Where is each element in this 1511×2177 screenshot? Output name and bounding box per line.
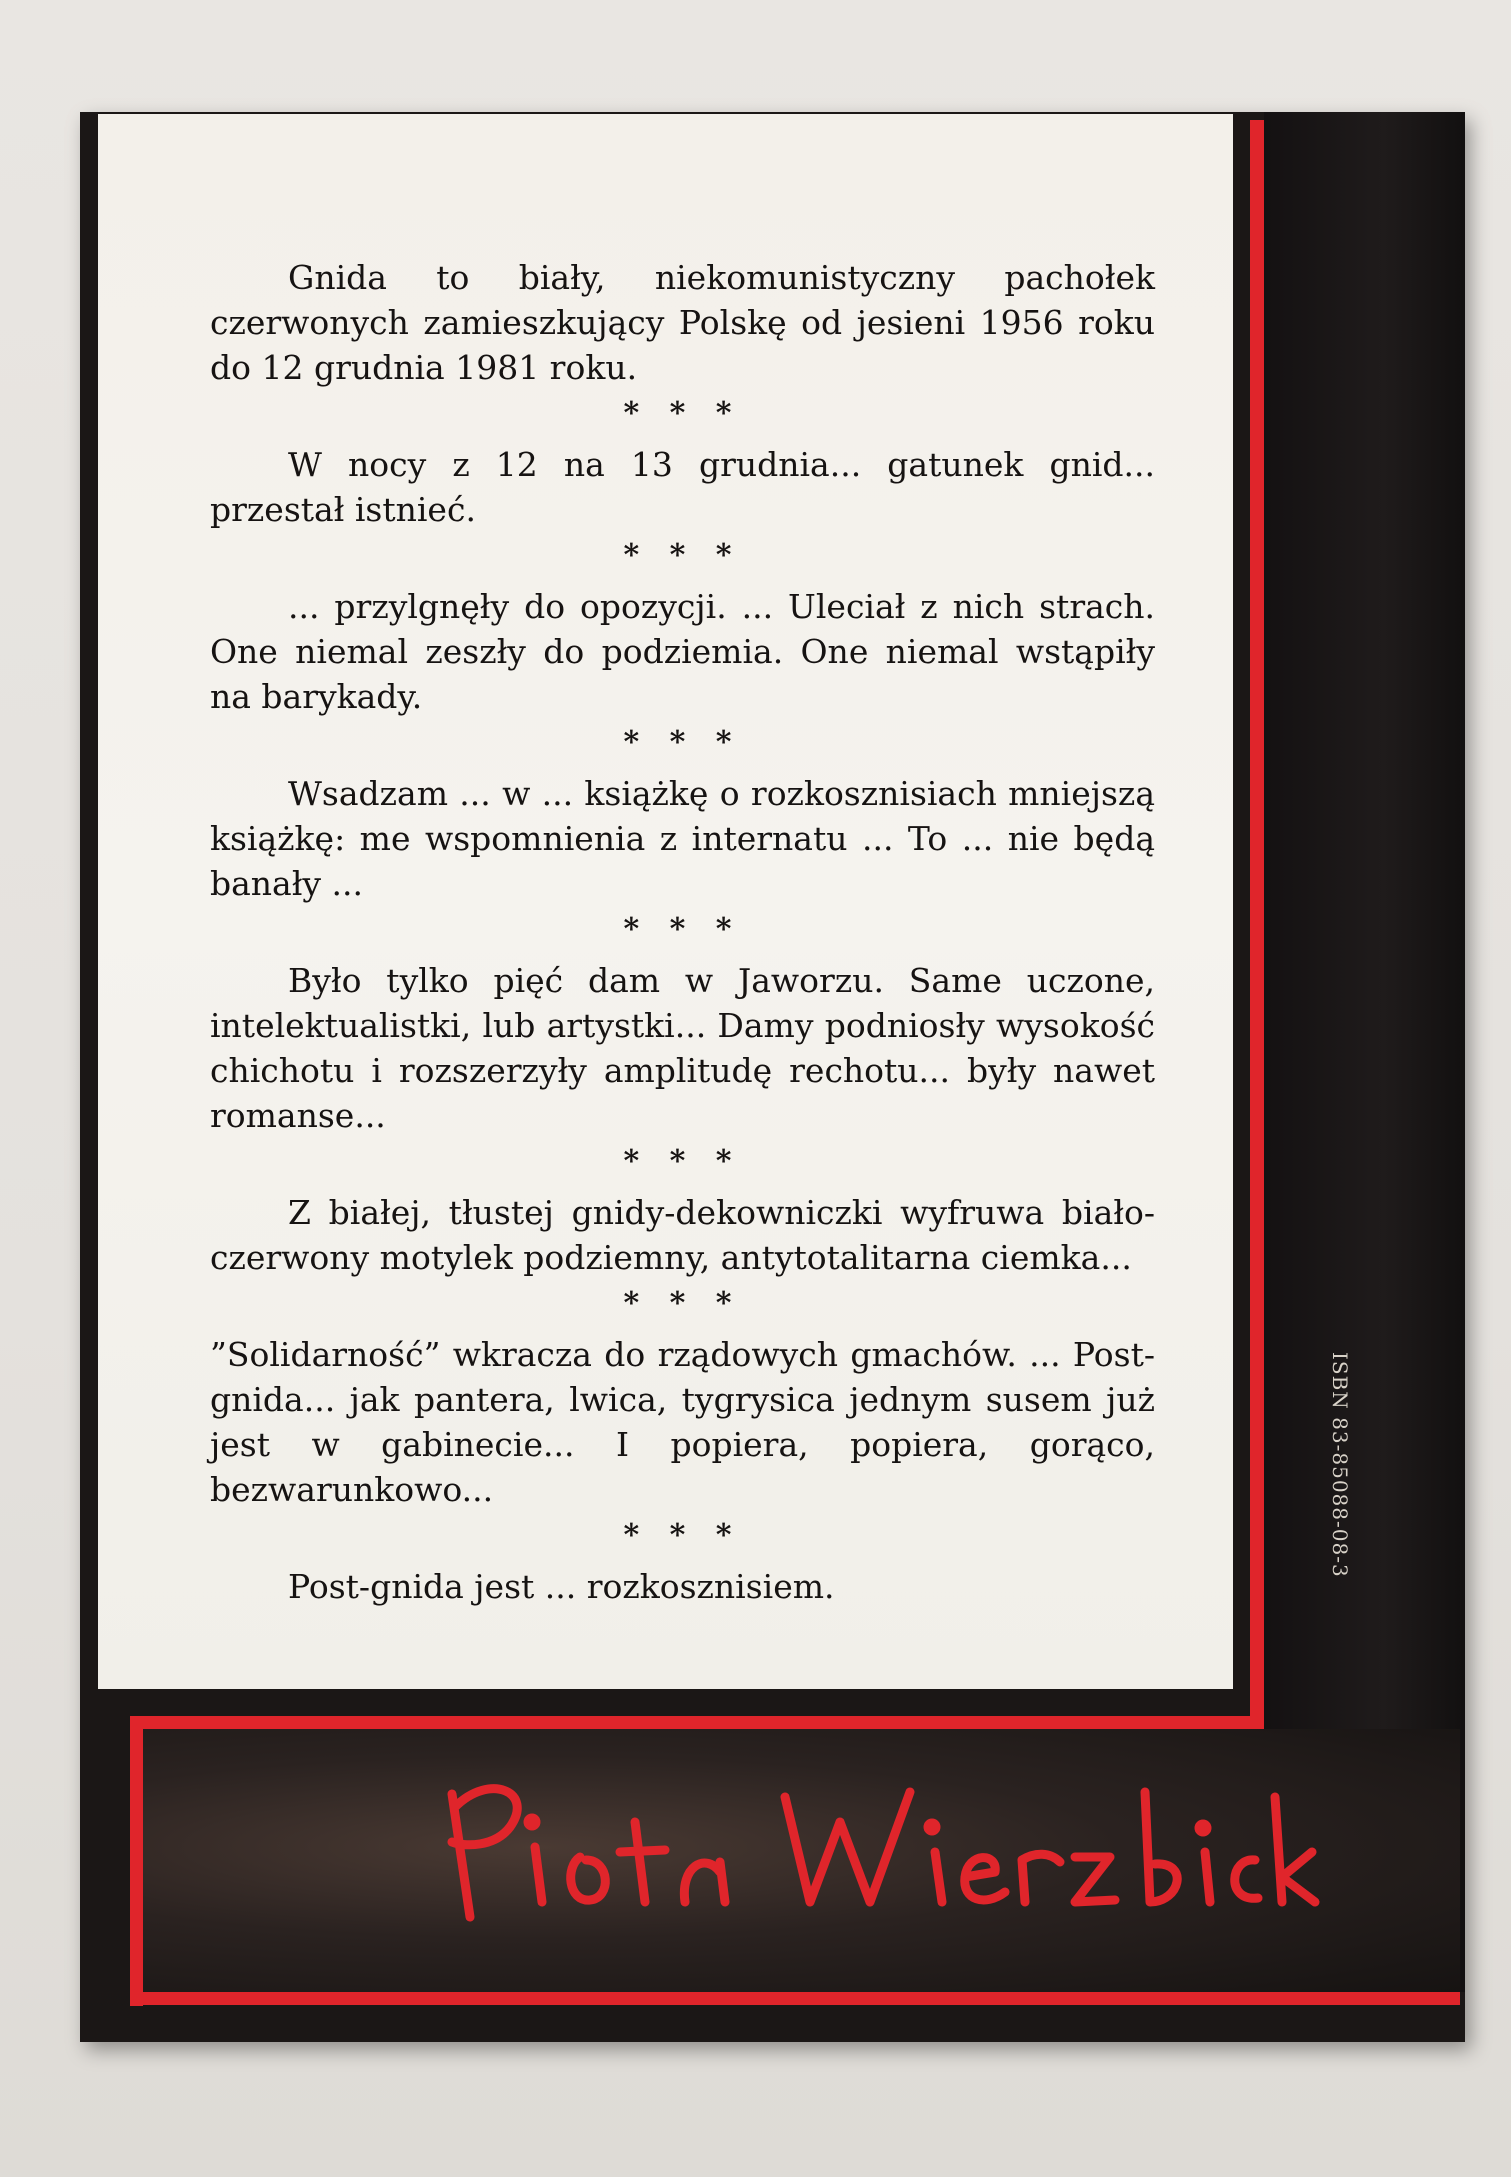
red-frame-top bbox=[130, 1716, 1264, 1729]
red-frame-vertical bbox=[1250, 120, 1264, 1728]
back-cover-text bbox=[210, 255, 1155, 1609]
paragraph-7: ”Solidarność” wkracza do rządowych gmachów. ... Post-gnida... jak pantera, lwica, tygrysica jednym susem już jest w gabinecie... I popiera, popiera, gorąco, bezwarunkowo... bbox=[210, 1335, 1155, 1509]
isbn-label: ISBN 83-85088-08-3 bbox=[1328, 1352, 1352, 1578]
red-frame-bottom bbox=[130, 1992, 1460, 2005]
author-signature bbox=[80, 1752, 1320, 1952]
paragraph-8: Post-gnida jest ... rozkosznisiem. bbox=[288, 1567, 835, 1606]
separator: * * * bbox=[623, 1286, 742, 1321]
paragraph-5: Było tylko pięć dam w Jaworzu. Same uczone, intelektualistki, lub artystki... Damy podniosły wysokość chichotu i rozszerzyły amplitudę rechotu... były nawet romanse... bbox=[210, 961, 1155, 1135]
paragraph-4: Wsadzam ... w ... książkę o rozkosznisiach mniejszą książkę: me wspomnienia z internatu ... To ... nie będą banały ... bbox=[210, 774, 1155, 903]
separator: * * * bbox=[623, 1144, 742, 1179]
separator: * * * bbox=[623, 396, 742, 431]
paragraph-6: Z białej, tłustej gnidy-dekowniczki wyfruwa biało-czerwony motylek podziemny, antytotalitarna ciemka... bbox=[210, 1193, 1155, 1277]
separator: * * * bbox=[623, 912, 742, 947]
separator: * * * bbox=[623, 538, 742, 573]
cover-dark-side bbox=[1264, 112, 1465, 1992]
paragraph-3: ... przylgnęły do opozycji. ... Uleciał z nich strach. One niemal zeszły do podziemia. One niemal wstąpiły na barykady. bbox=[210, 587, 1155, 716]
paragraph-1: Gnida to biały, niekomunistyczny pachołek czerwonych zamieszkujący Polskę od jesieni 1956 roku do 12 grudnia 1981 roku. bbox=[210, 258, 1155, 387]
paragraph-2: W nocy z 12 na 13 grudnia... gatunek gnid... przestał istnieć. bbox=[210, 445, 1155, 529]
separator: * * * bbox=[623, 725, 742, 760]
separator: * * * bbox=[623, 1518, 742, 1553]
